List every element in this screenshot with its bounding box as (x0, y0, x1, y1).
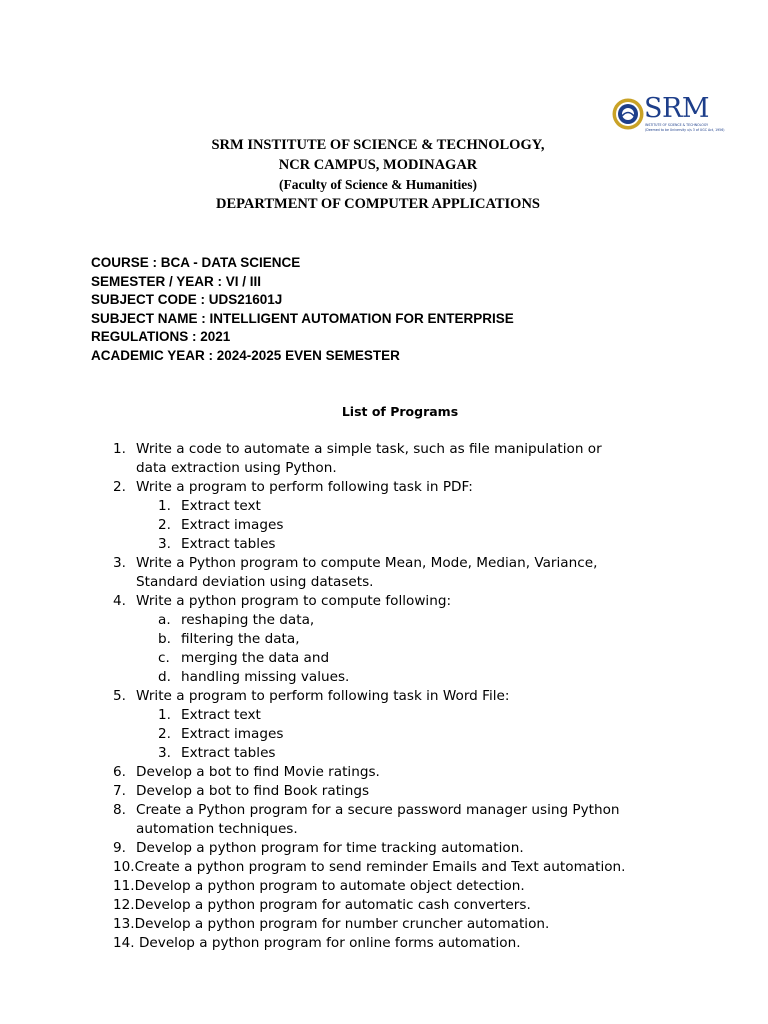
item-text: 13.Develop a python program for number cruncher automation. (113, 916, 550, 932)
item-number: 8. (113, 802, 126, 818)
item-text: Write a python program to compute following: (136, 593, 452, 609)
item-number: 2. (113, 479, 126, 495)
list-title: List of Programs (341, 404, 459, 419)
list-item (0, 592, 768, 611)
list-item (0, 801, 768, 820)
sub-item-number: d. (158, 669, 171, 685)
sub-item-number: 3. (158, 745, 171, 761)
sub-item-text: merging the data and (181, 650, 330, 666)
sub-item-text: Extract images (181, 726, 284, 742)
sub-item-text: Extract text (181, 498, 261, 514)
item-number: 3. (113, 555, 126, 571)
item-text: 11.Develop a python program to automate object detection. (113, 878, 525, 894)
sub-item-text: Extract tables (181, 745, 276, 761)
sub-list-item (0, 611, 768, 630)
course-details (91, 254, 514, 366)
sub-list-item (0, 630, 768, 649)
list-item (0, 478, 768, 497)
list-item (0, 896, 768, 915)
sub-item-number: a. (158, 612, 171, 628)
list-item (0, 687, 768, 706)
item-text: Write a Python program to compute Mean, Mode, Median, Variance, (136, 555, 598, 571)
item-number: 9. (113, 840, 126, 856)
sub-list-item (0, 725, 768, 744)
list-item (0, 763, 768, 782)
item-text: data extraction using Python. (136, 460, 337, 476)
item-text: Develop a bot to find Movie ratings. (136, 764, 380, 780)
list-item (0, 858, 768, 877)
item-text: Develop a bot to find Book ratings (136, 783, 370, 799)
item-text: Develop a python program for time tracking automation. (136, 840, 524, 856)
sub-list-item (0, 497, 768, 516)
item-text: 10.Create a python program to send reminder Emails and Text automation. (113, 859, 626, 875)
item-number: 7. (113, 783, 126, 799)
sub-list-item (0, 744, 768, 763)
semester-line: SEMESTER / YEAR : VI / III (91, 273, 262, 289)
list-item-continued (0, 820, 768, 839)
item-text: 14. Develop a python program for online forms automation. (113, 935, 521, 951)
item-number: 5. (113, 688, 126, 704)
list-item-continued (0, 573, 768, 592)
sub-item-text: handling missing values. (181, 669, 350, 685)
sub-list-item (0, 706, 768, 725)
program-list (0, 440, 768, 953)
sub-item-number: 1. (158, 498, 171, 514)
sub-list-item (0, 516, 768, 535)
list-item (0, 915, 768, 934)
list-item (0, 554, 768, 573)
item-number: 6. (113, 764, 126, 780)
faculty-name: (Faculty of Science & Humanities) (279, 177, 477, 192)
item-number: 4. (113, 593, 126, 609)
item-text: Write a code to automate a simple task, such as file manipulation or (136, 441, 602, 457)
sub-list-item (0, 668, 768, 687)
campus-name: NCR CAMPUS, MODINAGAR (278, 157, 478, 173)
sub-list-item (0, 649, 768, 668)
subject-code-line: SUBJECT CODE : UDS21601J (91, 292, 283, 308)
item-text: Write a program to perform following task in Word File: (136, 688, 510, 704)
sub-item-number: 2. (158, 517, 171, 533)
sub-item-number: c. (158, 650, 170, 666)
regulations-line: REGULATIONS : 2021 (91, 329, 231, 345)
academic-year-line: ACADEMIC YEAR : 2024-2025 EVEN SEMESTER (91, 347, 400, 363)
sub-item-text: filtering the data, (181, 631, 300, 647)
srm-emblem-icon (611, 97, 645, 131)
sub-item-text: Extract text (181, 707, 261, 723)
sub-item-text: Extract images (181, 517, 284, 533)
sub-item-text: reshaping the data, (181, 612, 315, 628)
institute-name: SRM INSTITUTE OF SCIENCE & TECHNOLOGY, (211, 137, 545, 153)
item-text: 12.Develop a python program for automatic cash converters. (113, 897, 531, 913)
list-item (0, 877, 768, 896)
sub-list-item (0, 535, 768, 554)
srm-logo (611, 93, 725, 134)
item-text: Create a Python program for a secure password manager using Python (136, 802, 620, 818)
sub-item-number: 3. (158, 536, 171, 552)
logo-text: SRM (644, 93, 709, 124)
logo-subtitle: INSTITUTE OF SCIENCE & TECHNOLOGY (645, 123, 709, 127)
sub-item-text: Extract tables (181, 536, 276, 552)
sub-item-number: b. (158, 631, 171, 647)
list-item (0, 839, 768, 858)
list-item (0, 782, 768, 801)
logo-subtitle-2: (Deemed to be University u/s 3 of UGC Act, 1956) (645, 128, 725, 132)
item-number: 1. (113, 441, 126, 457)
sub-item-number: 2. (158, 726, 171, 742)
list-item (0, 934, 768, 953)
course-line: COURSE : BCA - DATA SCIENCE (91, 255, 301, 270)
item-text: Standard deviation using datasets. (136, 574, 374, 590)
item-text: automation techniques. (136, 821, 298, 837)
list-item (0, 440, 768, 459)
sub-item-number: 1. (158, 707, 171, 723)
list-item-continued (0, 459, 768, 478)
department-name: DEPARTMENT OF COMPUTER APPLICATIONS (215, 196, 540, 212)
item-text: Write a program to perform following task in PDF: (136, 479, 473, 495)
subject-name-line: SUBJECT NAME : INTELLIGENT AUTOMATION FOR ENTERPRISE (91, 310, 514, 326)
